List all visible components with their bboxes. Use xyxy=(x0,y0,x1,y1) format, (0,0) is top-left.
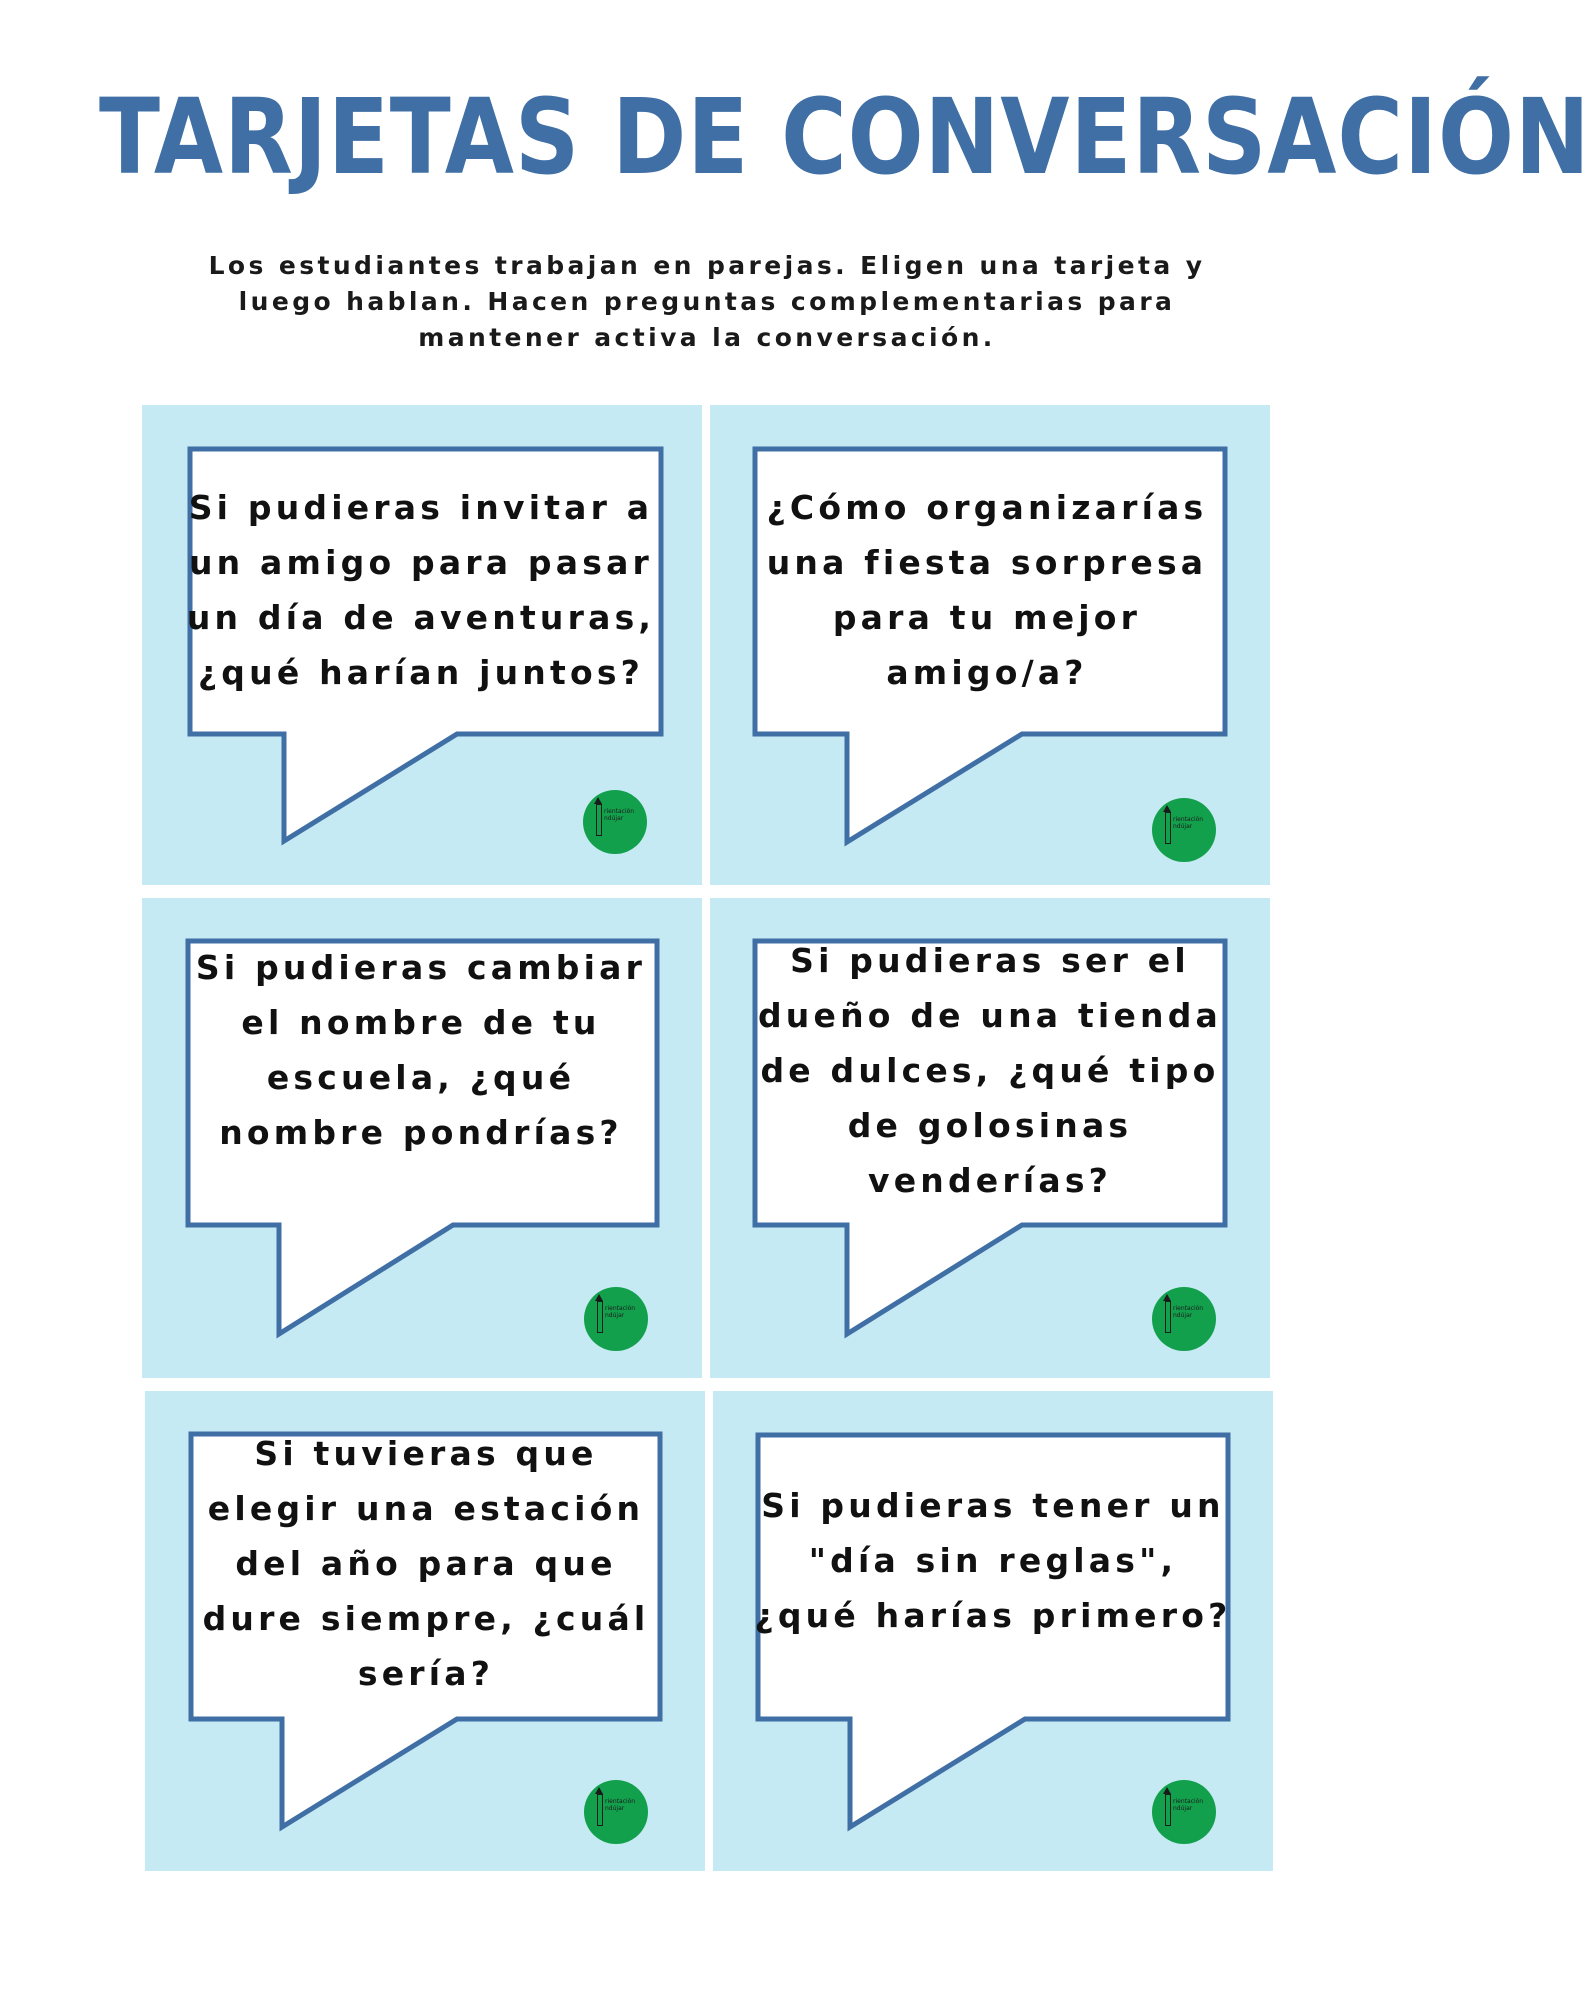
conversation-card xyxy=(713,1391,1273,1871)
brand-logo: rientación ndújar xyxy=(584,1287,648,1351)
conversation-card xyxy=(710,898,1270,1378)
card-question: Si tuvieras que elegir una estación del año para que dure siempre, ¿cuál sería? xyxy=(202,1433,650,1693)
pencil-icon xyxy=(1165,812,1171,844)
conversation-card xyxy=(142,405,702,885)
card-question: Si pudieras tener un "día sin reglas", ¿qué harías primero? xyxy=(754,1485,1232,1635)
brand-logo: rientación ndújar xyxy=(1152,1287,1216,1351)
conversation-card xyxy=(145,1391,705,1871)
brand-logo: rientación ndújar xyxy=(584,1780,648,1844)
brand-logo: rientación ndújar xyxy=(583,790,647,854)
card-question: Si pudieras cambiar el nombre de tu escuela, ¿qué nombre pondrías? xyxy=(195,948,647,1152)
pencil-icon xyxy=(597,1301,603,1333)
brand-logo: rientación ndújar xyxy=(1152,798,1216,862)
conversation-card xyxy=(142,898,702,1378)
pencil-icon xyxy=(597,1794,603,1826)
intro-text: Los estudiantes trabajan en parejas. Eligen una tarjeta y luego hablan. Hacen preguntas complementarias para mantener activa la conversación. xyxy=(208,251,1206,352)
page-title: TARJETAS DE CONVERSACIÓN xyxy=(98,76,1591,198)
pencil-icon xyxy=(1165,1794,1171,1826)
card-question: Si pudieras ser el dueño de una tienda de dulces, ¿qué tipo de golosinas venderías? xyxy=(757,940,1223,1200)
brand-logo: rientación ndújar xyxy=(1152,1780,1216,1844)
card-question: Si pudieras invitar a un amigo para pasar un día de aventuras, ¿qué harían juntos? xyxy=(186,487,656,692)
conversation-card xyxy=(710,405,1270,885)
card-question: ¿Cómo organizarías una fiesta sorpresa para tu mejor amigo/a? xyxy=(766,487,1208,692)
pencil-icon xyxy=(1165,1301,1171,1333)
pencil-icon xyxy=(596,804,602,836)
